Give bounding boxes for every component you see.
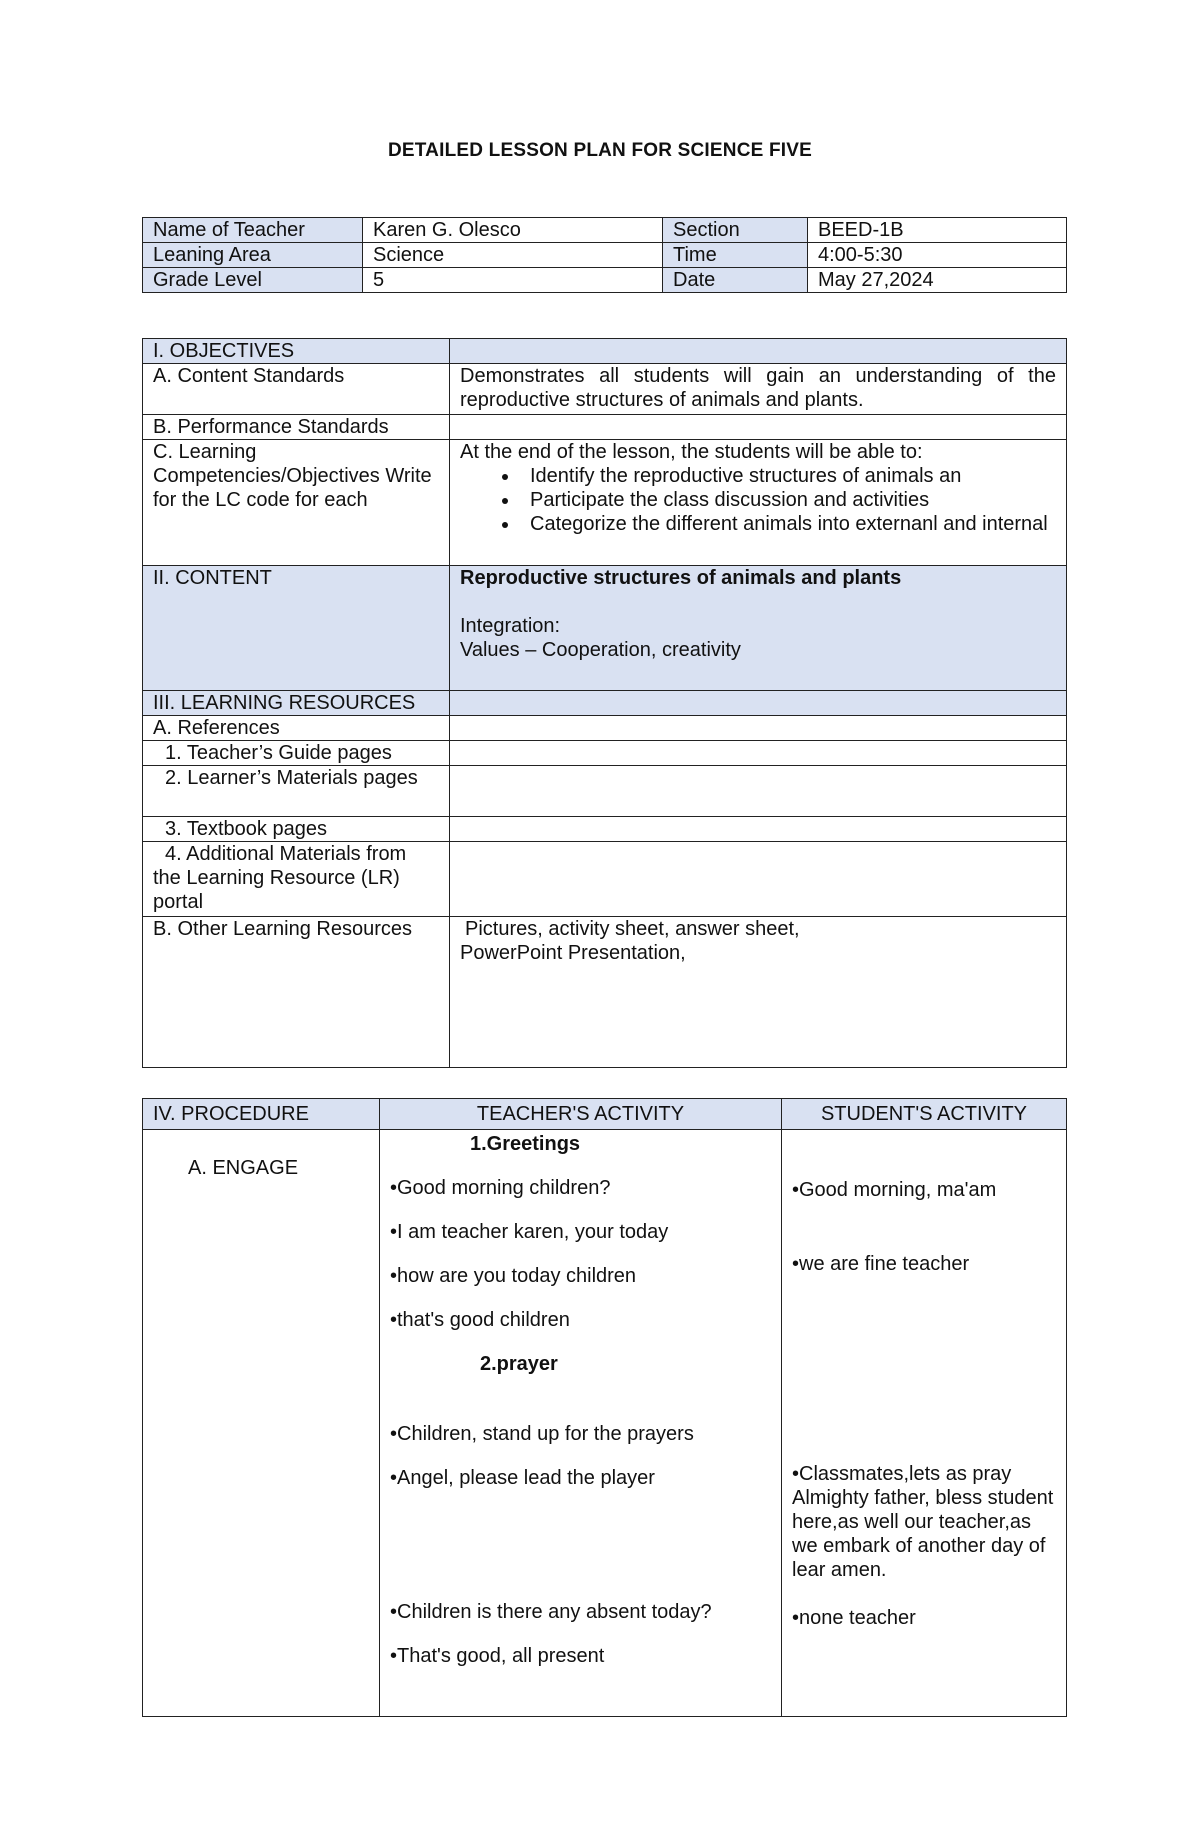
lm-label-text: 2. Learner’s Materials pages xyxy=(165,767,418,789)
procedure-heading: IV. PROCEDURE xyxy=(143,1099,380,1130)
section-value: BEED-1B xyxy=(808,218,1067,243)
time-label: Time xyxy=(663,243,808,268)
teacher-activity-cell xyxy=(380,1130,782,1717)
section-label: Section xyxy=(663,218,808,243)
tg-label: 1. Teacher’s Guide pages xyxy=(143,741,450,766)
grade-label: Grade Level xyxy=(143,268,363,293)
other-resources-cell xyxy=(450,917,1067,1068)
tb-value xyxy=(450,817,1067,842)
performance-standards-value xyxy=(450,415,1067,440)
prayer-heading: 2.prayer xyxy=(480,1353,558,1375)
teacher-line: •that's good children xyxy=(390,1309,570,1331)
list-item: • Identify the reproductive structures of animals an xyxy=(520,464,1056,488)
resources-empty xyxy=(450,691,1067,716)
engage-label: A. ENGAGE xyxy=(143,1130,380,1717)
teacher-line: •That's good, all present xyxy=(390,1645,605,1667)
teacher-line: •Angel, please lead the player xyxy=(390,1467,655,1489)
teacher-line: •how are you today children xyxy=(390,1265,637,1287)
grade-value: 5 xyxy=(363,268,663,293)
am-label-text: 4. Additional Materials from the Learning Resource (LR) portal xyxy=(153,843,407,913)
teacher-label: Name of Teacher xyxy=(143,218,363,243)
time-value: 4:00-5:30 xyxy=(808,243,1067,268)
content-standards-label: A. Content Standards xyxy=(143,364,450,415)
teacher-line: •Children is there any absent today? xyxy=(390,1601,712,1623)
content-standards-value: Demonstrates all students will gain an understanding of the reproductive structures of animals and plants. xyxy=(450,364,1067,415)
list-item: • Categorize the different animals into externanl and internal xyxy=(520,512,1056,536)
lesson-plan-table xyxy=(142,338,1067,1068)
student-activity-cell xyxy=(782,1130,1067,1717)
competencies-label: C. Learning Competencies/Objectives Write for the LC code for each xyxy=(143,440,450,566)
teacher-value: Karen G. Olesco xyxy=(363,218,663,243)
procedure-table xyxy=(142,1098,1067,1717)
header-info-table xyxy=(142,217,1067,293)
teacher-line: •Good morning children? xyxy=(390,1177,611,1199)
greetings-heading: 1.Greetings xyxy=(470,1133,581,1155)
content-heading: II. CONTENT xyxy=(143,566,450,691)
list-item: • Participate the class discussion and activities xyxy=(520,488,1056,512)
date-label: Date xyxy=(663,268,808,293)
page-title: DETAILED LESSON PLAN FOR SCIENCE FIVE xyxy=(387,140,813,161)
competencies-intro: At the end of the lesson, the students will be able to: xyxy=(460,441,923,463)
other-resources-line-1: Pictures, activity sheet, answer sheet, xyxy=(465,918,800,940)
references-value xyxy=(450,716,1067,741)
content-title: Reproductive structures of animals and plants xyxy=(460,567,902,589)
teacher-line: •Children, stand up for the prayers xyxy=(390,1423,694,1445)
teacher-activity-heading: TEACHER'S ACTIVITY xyxy=(380,1099,782,1130)
student-line: •we are fine teacher xyxy=(792,1253,970,1275)
resources-heading: III. LEARNING RESOURCES xyxy=(143,691,450,716)
competencies-list xyxy=(460,464,1056,536)
am-label xyxy=(143,842,450,917)
references-label: A. References xyxy=(143,716,450,741)
performance-standards-label: B. Performance Standards xyxy=(143,415,450,440)
area-label: Leaning Area xyxy=(143,243,363,268)
integration-label: Integration: xyxy=(460,615,561,637)
content-cell xyxy=(450,566,1067,691)
competencies-cell xyxy=(450,440,1067,566)
objectives-empty xyxy=(450,339,1067,364)
am-value xyxy=(450,842,1067,917)
lm-label xyxy=(143,766,450,817)
student-line: •none teacher xyxy=(792,1607,916,1629)
objectives-heading: I. OBJECTIVES xyxy=(143,339,450,364)
student-activity-heading: STUDENT'S ACTIVITY xyxy=(782,1099,1067,1130)
lm-value xyxy=(450,766,1067,817)
area-value: Science xyxy=(363,243,663,268)
student-line: •Good morning, ma'am xyxy=(792,1179,997,1201)
other-resources-label: B. Other Learning Resources xyxy=(143,917,450,1068)
tb-label: 3. Textbook pages xyxy=(143,817,450,842)
other-resources-line-2: PowerPoint Presentation, xyxy=(460,942,686,964)
teacher-line: •I am teacher karen, your today xyxy=(390,1221,669,1243)
date-value: May 27,2024 xyxy=(808,268,1067,293)
tg-value xyxy=(450,741,1067,766)
integration-value: Values – Cooperation, creativity xyxy=(460,639,741,661)
student-line: •Classmates,lets as pray Almighty father, bless student here,as well our teacher,as we embark of another day of lear amen. xyxy=(792,1463,1054,1581)
